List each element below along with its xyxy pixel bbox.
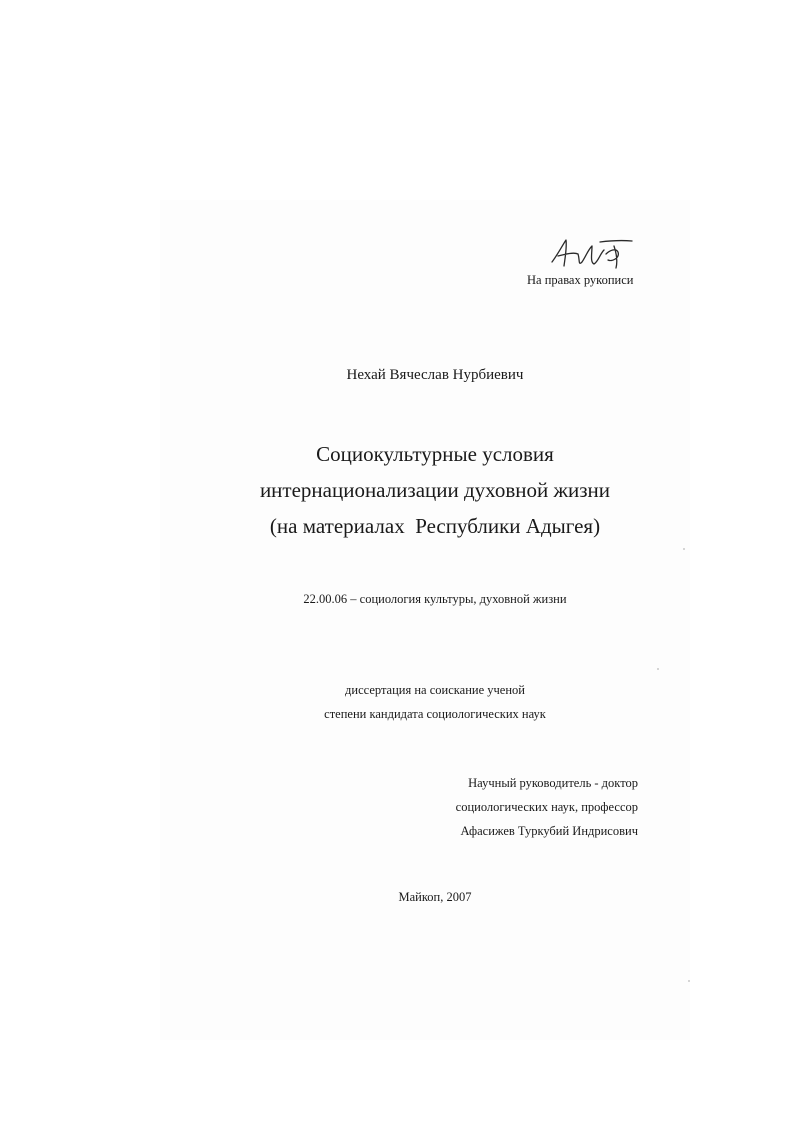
specialty-code: 22.00.06 – социология культуры, духовной жизни	[303, 592, 567, 606]
scan-speck	[657, 668, 659, 670]
scan-speck	[683, 548, 685, 550]
author-name: Нехай Вячеслав Нурбиевич	[346, 367, 524, 383]
scan-speck	[688, 980, 690, 982]
supervisor-line-2: социологических наук, профессор	[455, 800, 638, 814]
handwritten-signature	[548, 232, 638, 274]
supervisor-line-1: Научный руководитель - доктор	[468, 776, 638, 790]
dissertation-title-line-3: (на материалах Республики Адыгея)	[269, 514, 601, 538]
city-year: Майкоп, 2007	[398, 890, 472, 904]
supervisor-name: Афасижев Туркубий Индрисович	[460, 824, 638, 838]
dissertation-title-line-2: интернационализации духовной жизни	[259, 478, 611, 502]
manuscript-rights-label: На правах рукописи	[527, 273, 634, 287]
scan-area	[160, 200, 690, 1040]
dissertation-title-line-1: Социокультурные условия	[316, 442, 554, 466]
degree-statement-line-1: диссертация на соискание ученой	[345, 683, 525, 697]
degree-statement-line-2: степени кандидата социологических наук	[324, 707, 546, 721]
